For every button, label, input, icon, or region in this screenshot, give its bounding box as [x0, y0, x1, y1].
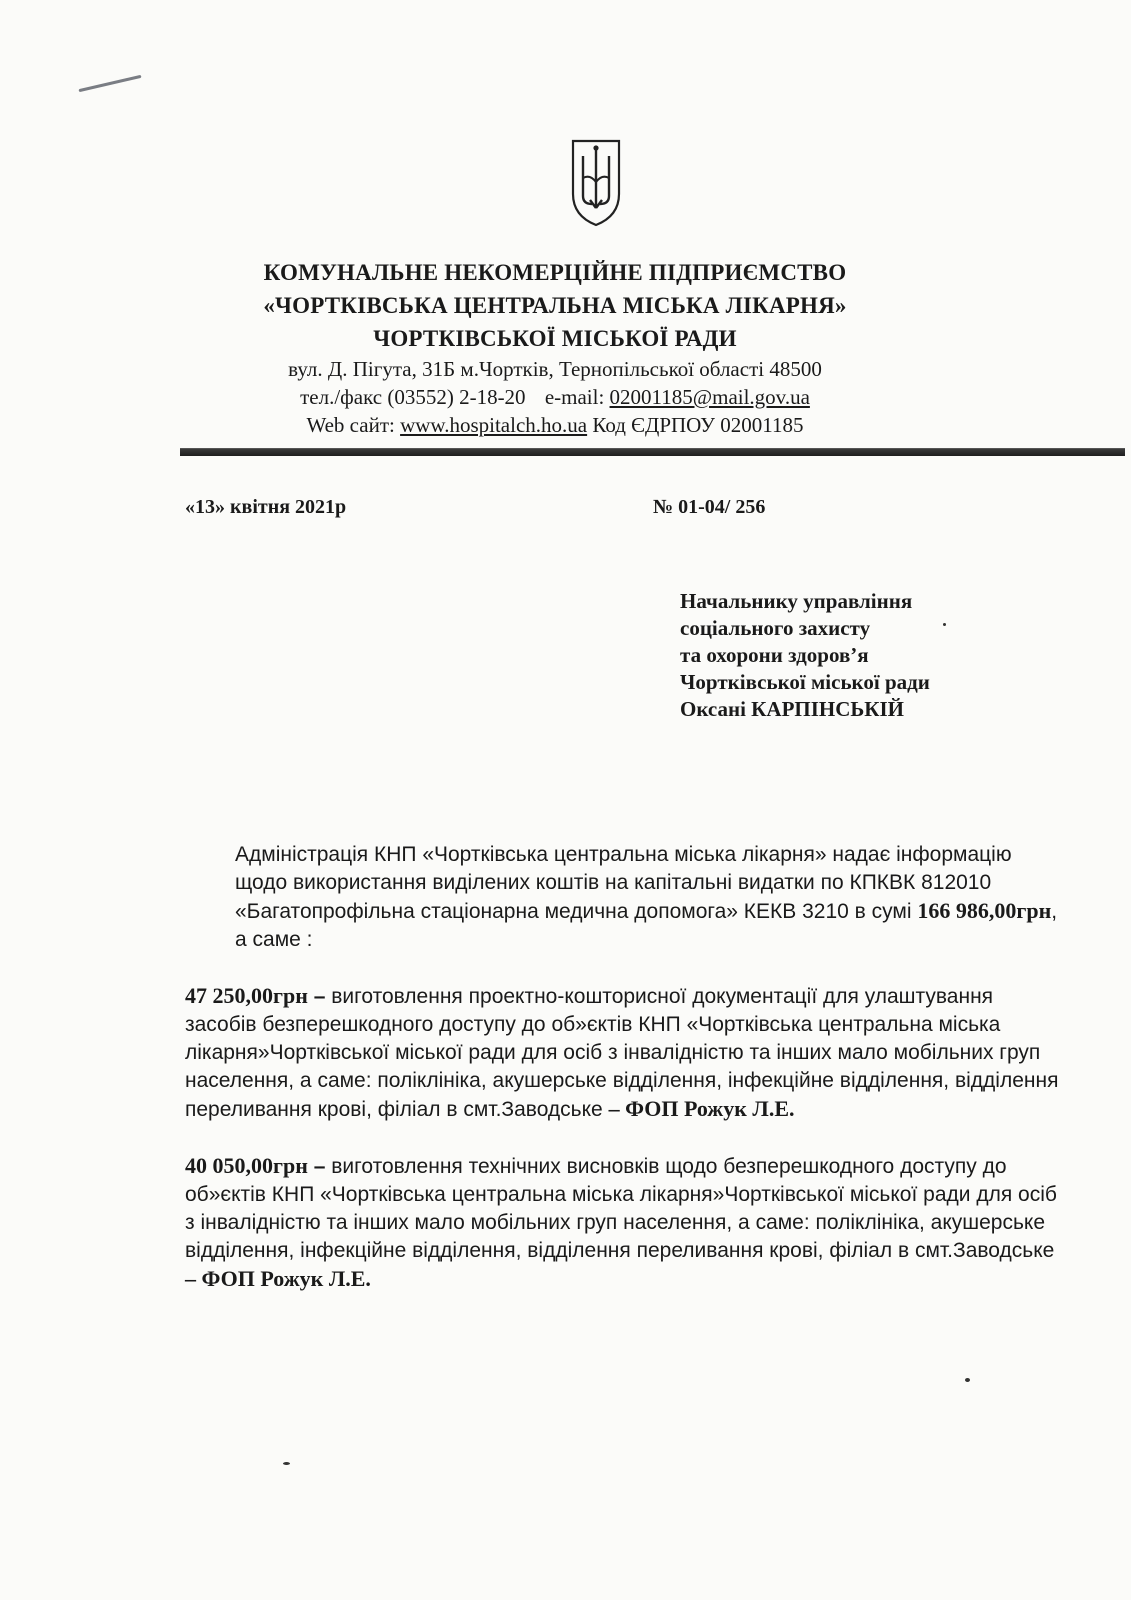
item1-description: виготовлення проектно-кошторисної документації для улаштування засобів безперешкодного доступу до об»єктів КНП «Чортківська центральна міська лікарня»Чортківської міської ради для осіб з інвалідністю та інших мало мобільних груп населення, а саме: поліклініка, акушерське відділення, інфекційне відділення, відділення переливання крові, філіал в смт.Заводське	[185, 985, 1059, 1121]
letter-body	[185, 841, 1065, 1322]
org-contacts	[160, 383, 950, 411]
item1-vendor: – ФОП Рожук Л.Е.	[608, 1096, 795, 1121]
scan-speck	[283, 1462, 290, 1465]
addressee-block	[680, 588, 930, 723]
item2-vendor: – ФОП Рожук Л.Е.	[185, 1266, 371, 1291]
addressee-name: Оксані КАРПІНСЬКІЙ	[680, 697, 905, 721]
item1-dash: –	[307, 985, 332, 1008]
expense-item-2	[185, 1152, 1065, 1294]
addressee-line: та охорони здоров’я	[680, 643, 869, 667]
intro-end: , а саме :	[235, 900, 1058, 951]
addressee-line: Чортківської міської ради	[680, 670, 930, 694]
item2-amount: 40 050,00грн	[185, 1153, 308, 1178]
expense-item-1	[185, 982, 1065, 1124]
email-link[interactable]: 02001185@mail.gov.ua	[609, 385, 810, 409]
item2-description: виготовлення технічних висновків щодо безперешкодного доступу до об»єктів КНП «Чортківська центральна міська лікарня»Чортківської міської ради для осіб з інвалідністю та інших мало мобільних груп населення, а саме: поліклініка, акушерське відділення, інфекційне відділення, відділення переливання крові, філіал в смт.Заводське	[185, 1155, 1057, 1262]
website-link[interactable]: www.hospitalch.ho.ua	[400, 413, 588, 437]
staple-mark	[78, 75, 141, 92]
web-label: Web сайт:	[306, 413, 395, 437]
item2-dash: –	[307, 1155, 332, 1178]
addressee-line: соціального захисту	[680, 616, 871, 640]
item1-amount: 47 250,00грн	[185, 983, 308, 1008]
total-amount: 166 986,00грн	[917, 898, 1052, 923]
letterhead	[160, 256, 950, 439]
phone-fax: тел./факс (03552) 2-18-20	[300, 385, 526, 409]
letter-number: № 01-04/ 256	[653, 496, 766, 518]
org-name-line1: КОМУНАЛЬНЕ НЕКОМЕРЦІЙНЕ ПІДПРИЄМСТВО	[263, 260, 847, 285]
letter-date: «13» квітня 2021р	[185, 496, 347, 518]
addressee-line: Начальнику управління	[680, 589, 913, 613]
org-name-line3: ЧОРТКІВСЬКОЇ МІСЬКОЇ РАДИ	[373, 326, 737, 351]
letterhead-divider	[180, 448, 1125, 456]
email-label: e-mail:	[544, 385, 605, 409]
org-web	[160, 411, 950, 439]
org-name-line2: «ЧОРТКІВСЬКА ЦЕНТРАЛЬНА МІСЬКА ЛІКАРНЯ»	[263, 293, 847, 318]
edrpou-code: Код ЄДРПОУ 02001185	[592, 413, 804, 437]
intro-paragraph	[185, 841, 1065, 954]
scan-speck	[943, 623, 946, 626]
scan-speck	[965, 1378, 970, 1382]
org-address: вул. Д. Пігута, 31Б м.Чортків, Тернопільської області 48500	[288, 357, 822, 381]
intro-text: Адміністрація КНП «Чортківська центральна міська лікарня» надає інформацію щодо використання виділених коштів на капітальні видатки по КПКВК 812010 «Багатопрофільна стаціонарна медична допомога» КЕКВ 3210 в сумі	[235, 843, 1012, 923]
trident-coat-of-arms-icon	[570, 138, 622, 228]
